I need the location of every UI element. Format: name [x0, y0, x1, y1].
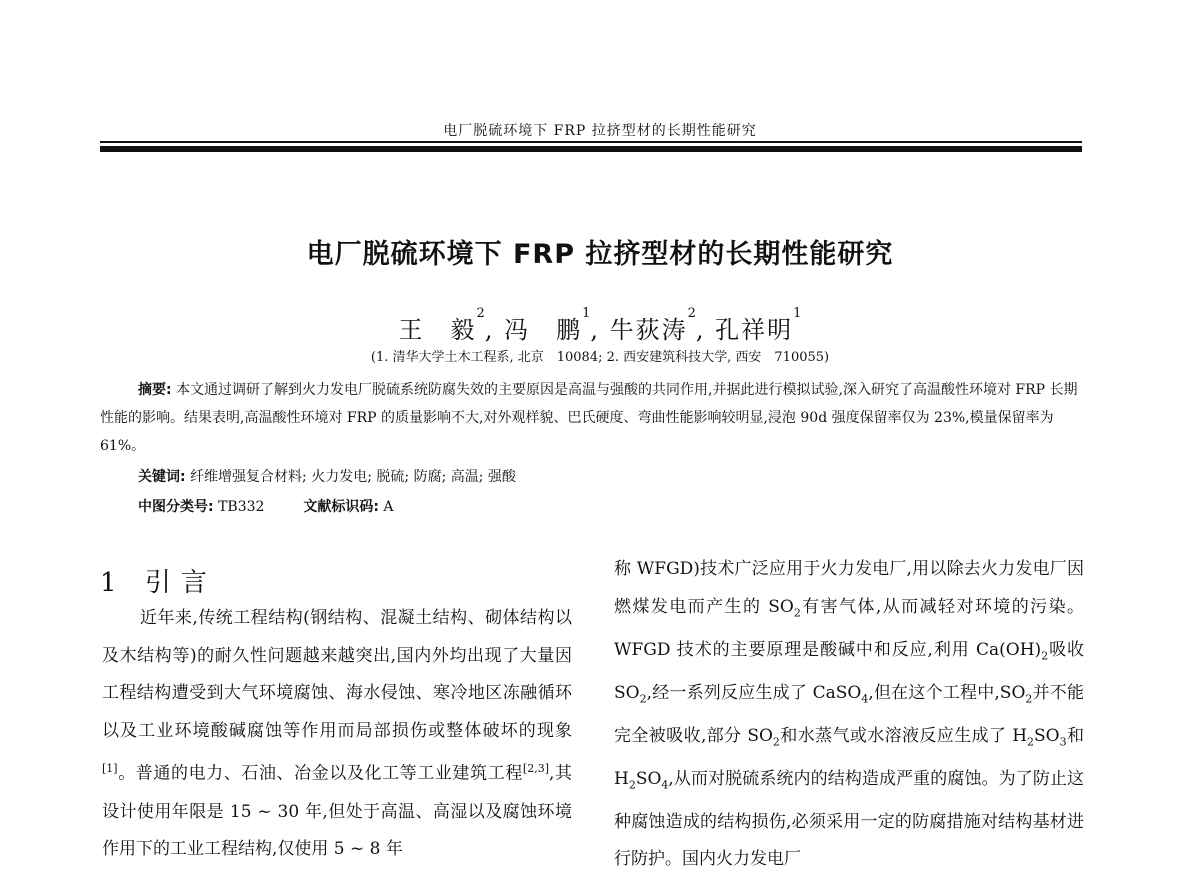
subscript: 2: [772, 734, 780, 748]
subscript: 2: [628, 777, 636, 791]
body-text: 和 H: [614, 725, 1085, 789]
running-header: 电厂脱硫环境下 FRP 拉挤型材的长期性能研究: [443, 123, 757, 139]
body-text: ,经一系列反应生成了 CaSO: [646, 682, 862, 703]
body-text: SO: [1034, 725, 1060, 746]
subscript: 4: [861, 691, 869, 705]
body-text: ,但在这个工程中,SO: [868, 682, 1026, 703]
author-name: 孔祥明: [715, 316, 794, 344]
subscript: 2: [793, 605, 801, 619]
body-text: 和水蒸气或水溶液反应生成了 H: [779, 725, 1028, 746]
subscript: 2: [1025, 691, 1033, 705]
clc-value: TB332: [218, 499, 265, 515]
body-text: 有害气体,从而减轻对环境的污染。WFGD 技术的主要原理是酸碱中和反应,利用 Ca(OH): [614, 596, 1084, 660]
author-list: 王 毅$^2$, 冯 鹏$^1$, 牛荻涛$^2$, 孔祥明$^1$: [398, 306, 802, 344]
author-affiliation-mark: 2: [687, 306, 696, 321]
author-affiliation-mark: 1: [793, 306, 802, 321]
body-text: 并不能完全被吸收,部分 SO: [614, 682, 1084, 746]
keywords: 关键词: 纤维增强复合材料; 火力发电; 脱硫; 防腐; 高温; 强酸: [138, 469, 516, 485]
subscript: 3: [1059, 734, 1067, 748]
body-text: SO: [635, 768, 662, 789]
abstract-label: 摘要: [138, 382, 166, 398]
classification: 中图分类号: TB332 文献标识码: A: [138, 499, 394, 515]
body-column-right: [614, 551, 1084, 879]
affiliations: (1. 清华大学土木工程系, 北京 10084; 2. 西安建筑科技大学, 西安 710055): [370, 350, 830, 365]
body-text: 。普通的电力、石油、冶金以及化工等工业建筑工程: [117, 764, 523, 785]
header-rule-thin: [100, 141, 1082, 143]
author-name: 牛荻涛: [609, 316, 688, 344]
clc-label: 中图分类号: [138, 499, 208, 515]
author-name: 王 毅: [398, 316, 477, 344]
doc-code-label: 文献标识码: [303, 499, 374, 515]
author-affiliation-mark: 2: [476, 306, 485, 321]
doc-code-value: A: [383, 499, 394, 515]
body-text: 称 WFGD)技术广泛应用于火力发电厂,用以除去火力发电厂因燃煤发电而产生的 SO: [614, 559, 1084, 617]
subscript: 2: [639, 691, 647, 705]
body-text: 近年来,传统工程结构(钢结构、混凝土结构、砌体结构以及木结构等)的耐久性问题越来越突出,国内外均出现了大量因工程结构遭受到大气环境腐蚀、海水侵蚀、寒冷地区冻融循环以及工业环境酸碱腐蚀等作用而局部损伤或整体破坏的现象: [102, 608, 572, 741]
abstract-text: 本文通过调研了解到火力发电厂脱硫系统防腐失效的主要原因是高温与强酸的共同作用,并据此进行模拟试验,深入研究了高温酸性环境对 FRP 长期性能的影响。结果表明,高温酸性环境对 FRP 的质量影响不大,对外观样貌、巴氏硬度、弯曲性能影响较明显,浸泡 90d 强度保留率仅为 23%,模量保留率为 61%。: [100, 382, 1078, 454]
keywords-text: 纤维增强复合材料; 火力发电; 脱硫; 防腐; 高温; 强酸: [190, 469, 516, 485]
keywords-label: 关键词: [138, 469, 180, 485]
subscript: 2: [1041, 648, 1049, 662]
citation: [1]: [102, 762, 118, 776]
section-title: 引言: [144, 568, 217, 598]
body-text: ,从而对脱硫系统内的结构造成严重的腐蚀。为了防止这种腐蚀造成的结构损伤,必须采用一定的防腐措施对结构基材进行防护。国内火力发电厂: [614, 768, 1084, 870]
body-text: ,其设计使用年限是 15 ~ 30 年,但处于高温、高湿以及腐蚀环境作用下的工业工程结构,仅使用 5 ~ 8 年: [102, 764, 573, 860]
section-number: 1: [100, 568, 127, 598]
body-paragraph: [102, 600, 572, 869]
subscript: 2: [1027, 734, 1035, 748]
body-column-left: [102, 600, 572, 869]
paper-title: 电厂脱硫环境下 FRP 拉挤型材的长期性能研究: [306, 239, 894, 270]
section-heading: [100, 562, 217, 599]
subscript: 4: [661, 777, 669, 791]
citation: [2,3]: [522, 762, 549, 776]
body-paragraph: [614, 551, 1084, 879]
abstract: 摘要: 本文通过调研了解到火力发电厂脱硫系统防腐失效的主要原因是高温与强酸的共同作用,并据此进行模拟试验,深入研究了高温酸性环境对 FRP 长期性能的影响。结果表明,高温酸性环境对 FRP 的质量影响不大,对外观样貌、巴氏硬度、弯曲性能影响较明显,浸泡 90d 强度保留率仅为 23%,模量保留率为 61%。: [100, 382, 1078, 454]
author-affiliation-mark: 1: [582, 306, 591, 321]
header-rule-thick: [100, 146, 1082, 152]
body-text: 吸收 SO: [614, 639, 1085, 703]
author-name: 冯 鹏: [504, 316, 583, 344]
